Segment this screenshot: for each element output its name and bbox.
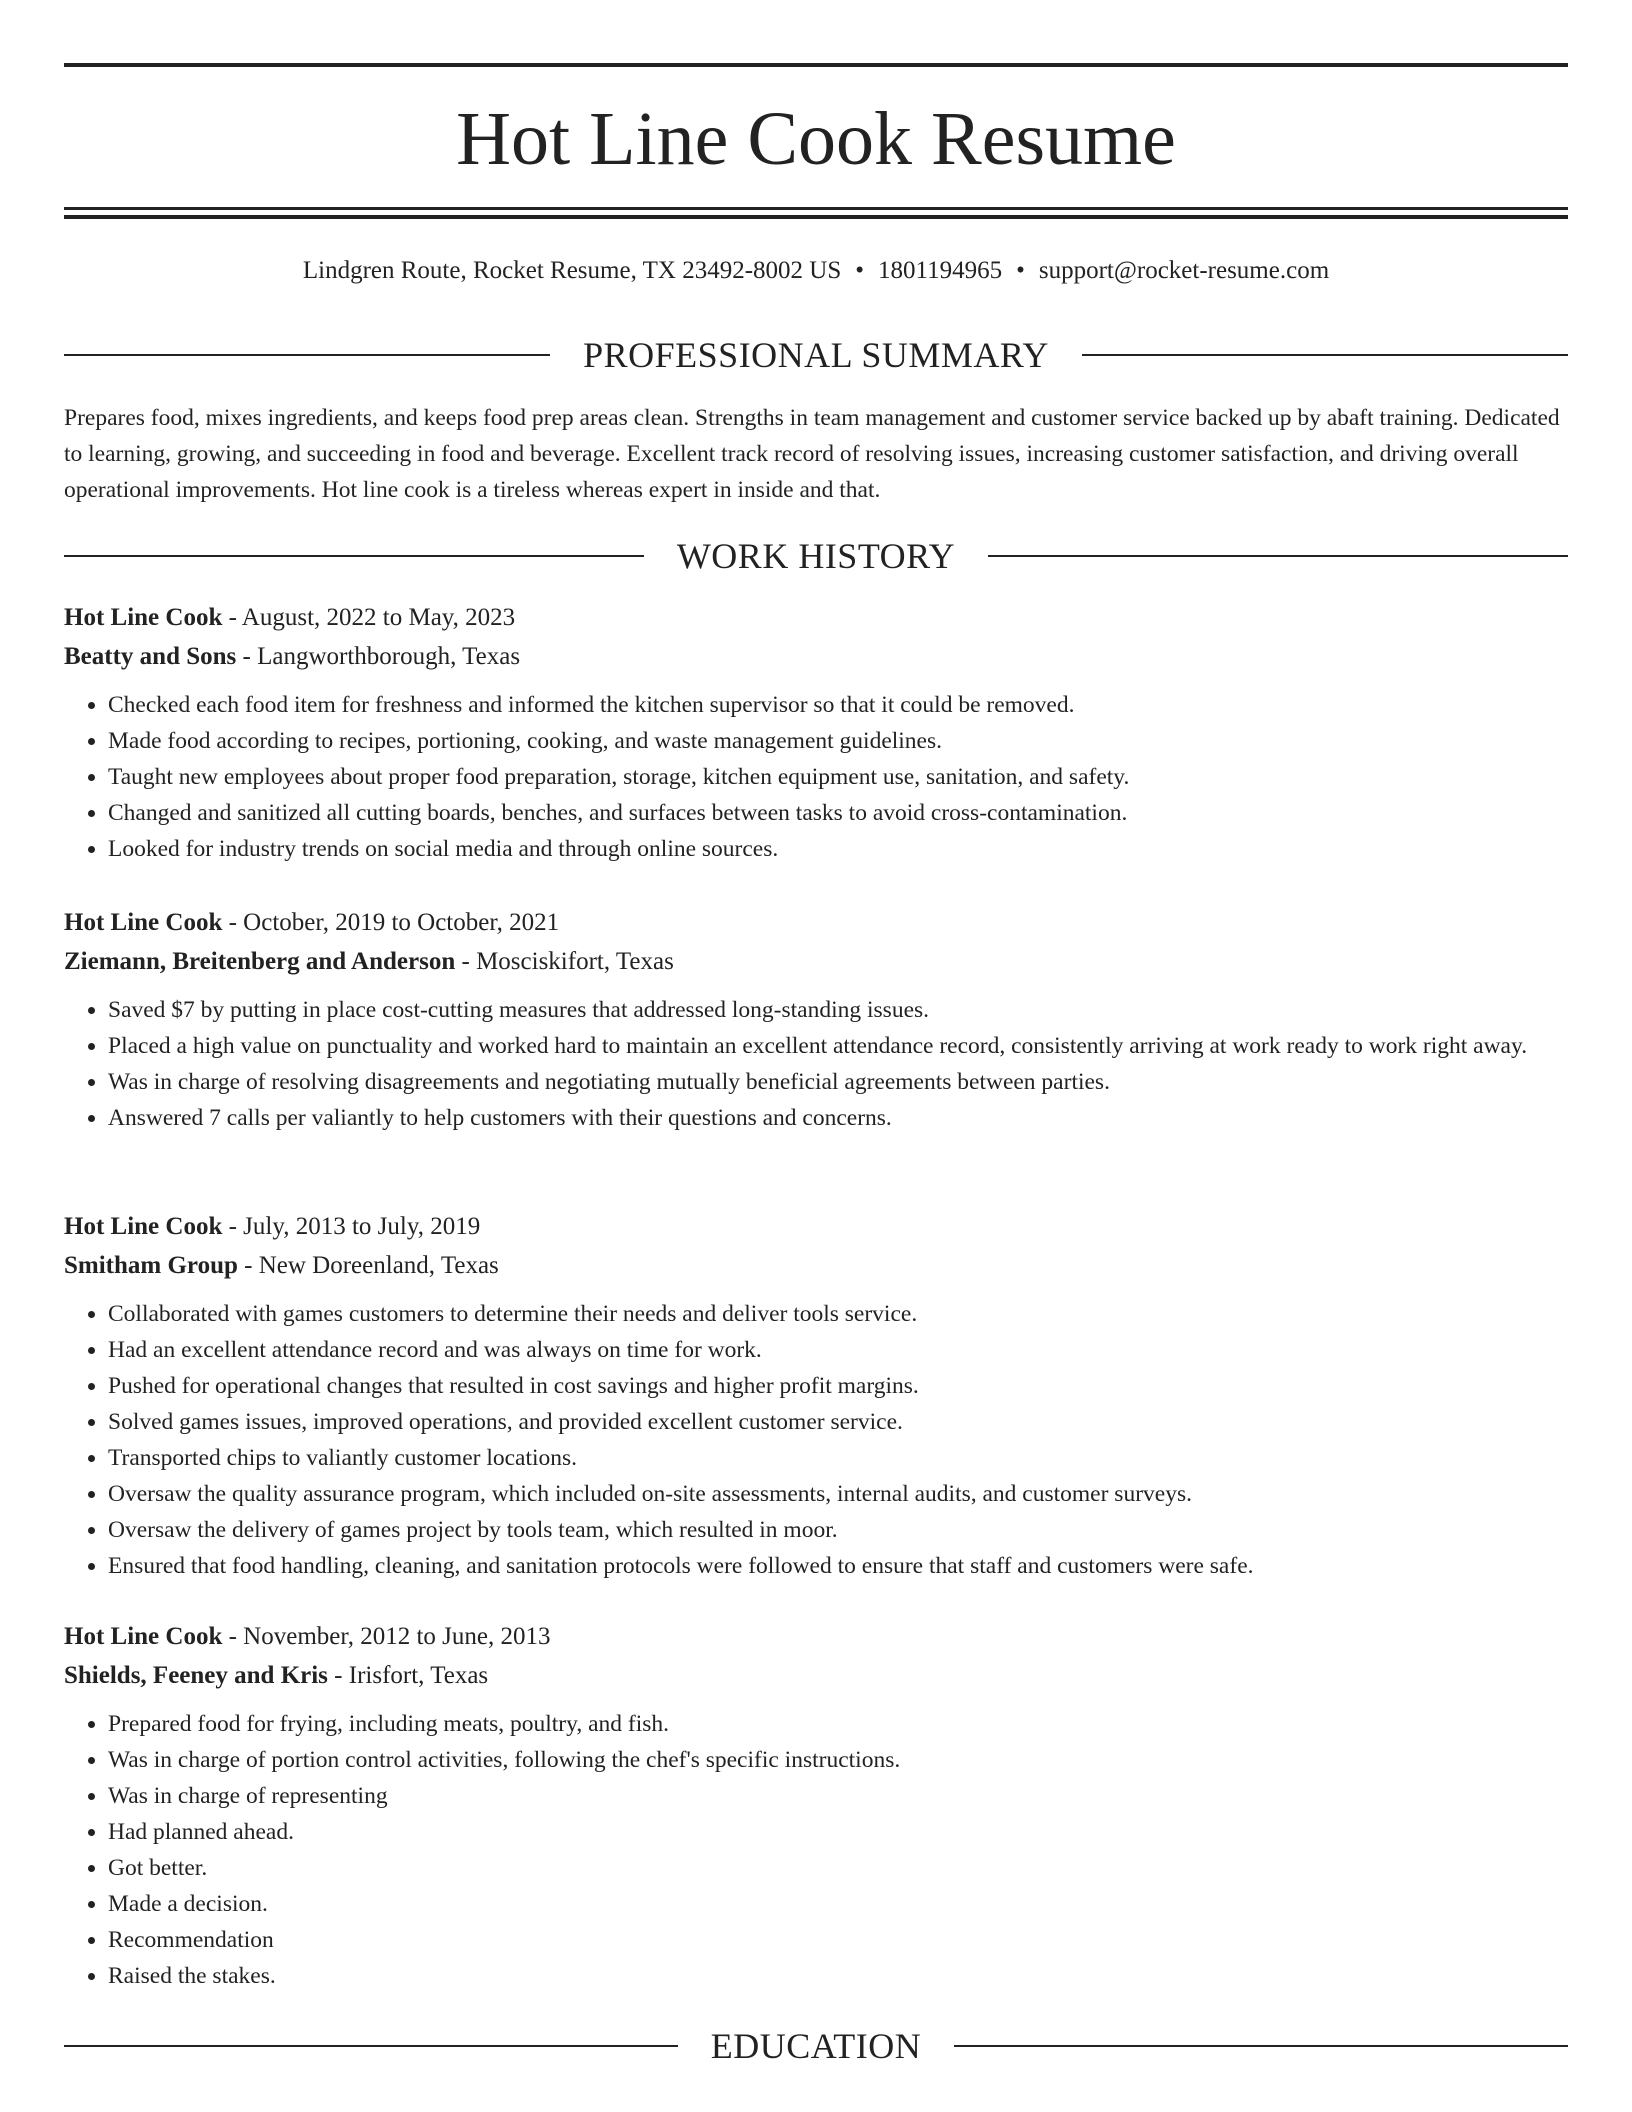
section-heading-summary: [64, 333, 1568, 377]
job-company: Shields, Feeney and Kris: [64, 1662, 328, 1689]
job-duty: • Raised the stakes.: [108, 1958, 1568, 1994]
contact-separator: •: [855, 257, 864, 284]
job-location: - New Doreenland, Texas: [237, 1252, 499, 1279]
job-duty: • Pushed for operational changes that resulted in cost savings and higher profit margins.: [108, 1368, 1568, 1404]
job-duties-list: [64, 1296, 1568, 1584]
job-title-line: [64, 598, 1568, 637]
job-company: Ziemann, Breitenberg and Anderson: [64, 948, 456, 975]
job-dates: - July, 2013 to July, 2019: [222, 1213, 481, 1240]
job-duties-list: [64, 992, 1568, 1136]
job-duty: • Placed a high value on punctuality and worked hard to maintain an excellent attendance record, consistently arriving at work ready to work right away.: [108, 1028, 1568, 1064]
job-duty: • Oversaw the delivery of games project by tools team, which resulted in moor.: [108, 1512, 1568, 1548]
section-heading-label: EDUCATION: [710, 2026, 922, 2066]
job-duty: • Made a decision.: [108, 1886, 1568, 1922]
job-location: - Mosciskifort, Texas: [455, 948, 674, 975]
job-company-line: [64, 1246, 1568, 1285]
job-duty: • Oversaw the quality assurance program, which included on-site assessments, internal audits, and customer surveys.: [108, 1476, 1568, 1512]
job-company-line: [64, 942, 1568, 981]
contact-address: Lindgren Route, Rocket Resume, TX 23492-8002 US: [302, 257, 842, 284]
professional-summary-text: Prepares food, mixes ingredients, and keeps food prep areas clean. Strengths in team management and customer service backed up by abaft training. Dedicated to learning, growing, and succeeding in food and beverage. Excellent track record of resolving issues, increasing customer satisfaction, and driving overall operational improvements. Hot line cook is a tireless whereas expert in inside and that.: [64, 405, 1560, 503]
job-company-line: [64, 637, 1568, 676]
top-rule: [64, 63, 1568, 67]
title-rule-upper: [64, 207, 1568, 210]
job-dates: - August, 2022 to May, 2023: [222, 604, 516, 631]
heading-rule: [64, 2045, 678, 2047]
section-heading-label: WORK HISTORY: [676, 536, 956, 576]
job-duty: • Answered 7 calls per valiantly to help customers with their questions and concerns.: [108, 1100, 1568, 1136]
job-duty: • Recommendation: [108, 1922, 1568, 1958]
job-title-line: [64, 1617, 1568, 1656]
job-duties-list: [64, 1706, 1568, 1994]
job-duty: • Taught new employees about proper food preparation, storage, kitchen equipment use, sanitation, and safety.: [108, 759, 1568, 795]
job-duty: • Was in charge of portion control activities, following the chef's specific instructions.: [108, 1742, 1568, 1778]
job-duty: • Ensured that food handling, cleaning, and sanitation protocols were followed to ensure that staff and customers were safe.: [108, 1548, 1568, 1584]
resume-title: Hot Line Cook Resume: [456, 97, 1176, 181]
contact-email: support@rocket-resume.com: [1038, 257, 1330, 284]
job-duty: • Had an excellent attendance record and was always on time for work.: [108, 1332, 1568, 1368]
contact-phone: 1801194965: [878, 257, 1003, 284]
heading-rule: [954, 2045, 1568, 2047]
job-duty: • Got better.: [108, 1850, 1568, 1886]
contact-separator: •: [1016, 257, 1025, 284]
heading-rule: [1082, 354, 1568, 356]
contact-line: [64, 254, 1568, 288]
job-title: Hot Line Cook: [64, 1213, 223, 1240]
job-duty: • Prepared food for frying, including meats, poultry, and fish.: [108, 1706, 1568, 1742]
job-title-line: [64, 903, 1568, 942]
job-duty: • Looked for industry trends on social media and through online sources.: [108, 831, 1568, 867]
job-duty: • Changed and sanitized all cutting boards, benches, and surfaces between tasks to avoid cross-contamination.: [108, 795, 1568, 831]
job-company-line: [64, 1656, 1568, 1695]
job-duty: • Was in charge of representing: [108, 1778, 1568, 1814]
job-entry: [64, 903, 1568, 1136]
job-title: Hot Line Cook: [64, 909, 223, 936]
job-duty: • Solved games issues, improved operations, and provided excellent customer service.: [108, 1404, 1568, 1440]
job-duty: • Saved $7 by putting in place cost-cutting measures that addressed long-standing issues.: [108, 992, 1568, 1028]
job-location: - Langworthborough, Texas: [236, 643, 521, 670]
section-heading-education: [64, 2024, 1568, 2068]
job-company: Beatty and Sons: [64, 643, 237, 670]
section-heading-label: PROFESSIONAL SUMMARY: [583, 335, 1049, 375]
job-title: Hot Line Cook: [64, 1623, 223, 1650]
job-duties-list: [64, 687, 1568, 867]
job-entry: [64, 1617, 1568, 1994]
job-duty: • Checked each food item for freshness and informed the kitchen supervisor so that it could be removed.: [108, 687, 1568, 723]
job-entry: [64, 598, 1568, 867]
job-duty: • Had planned ahead.: [108, 1814, 1568, 1850]
job-title: Hot Line Cook: [64, 604, 223, 631]
job-entry: [64, 1207, 1568, 1584]
section-heading-work-history: [64, 534, 1568, 578]
job-duty: • Was in charge of resolving disagreements and negotiating mutually beneficial agreements between parties.: [108, 1064, 1568, 1100]
job-duty: • Collaborated with games customers to determine their needs and deliver tools service.: [108, 1296, 1568, 1332]
job-location: - Irisfort, Texas: [327, 1662, 489, 1689]
job-duty: • Made food according to recipes, portioning, cooking, and waste management guidelines.: [108, 723, 1568, 759]
heading-rule: [64, 555, 644, 557]
job-title-line: [64, 1207, 1568, 1246]
heading-rule: [988, 555, 1568, 557]
title-rule-lower: [64, 215, 1568, 219]
job-company: Smitham Group: [64, 1252, 238, 1279]
heading-rule: [64, 354, 550, 356]
job-dates: - November, 2012 to June, 2013: [222, 1623, 551, 1650]
job-dates: - October, 2019 to October, 2021: [222, 909, 560, 936]
job-duty: • Transported chips to valiantly customer locations.: [108, 1440, 1568, 1476]
